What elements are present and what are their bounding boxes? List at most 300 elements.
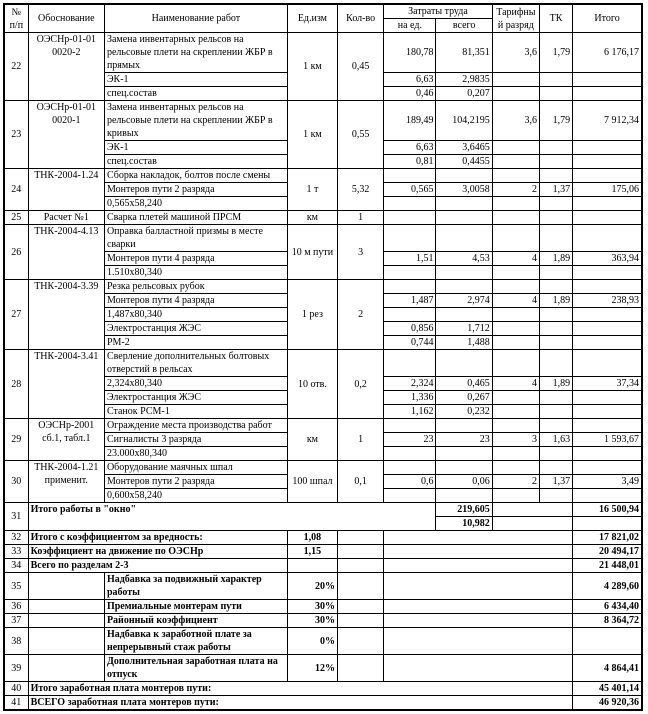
table-cell — [573, 419, 642, 433]
table-cell: 1,89 — [539, 294, 572, 308]
table-cell: км — [287, 419, 337, 461]
table-cell — [539, 322, 572, 336]
table-row — [4, 225, 642, 252]
table-cell — [436, 211, 492, 225]
table-cell — [492, 308, 539, 322]
table-cell: 1,79 — [539, 101, 572, 141]
table-cell — [539, 155, 572, 169]
work-estimate-table — [3, 3, 643, 711]
table-cell: ВСЕГО заработная плата монтеров пути: — [28, 696, 572, 711]
table-row — [4, 4, 642, 19]
table-cell: 2,9835 — [436, 73, 492, 87]
table-cell — [492, 73, 539, 87]
table-cell — [539, 336, 572, 350]
table-cell — [573, 155, 642, 169]
table-cell: 22 — [4, 33, 28, 101]
table-cell: 0,744 — [384, 336, 436, 350]
table-cell: 0,46 — [384, 87, 436, 101]
table-cell — [384, 308, 436, 322]
table-cell — [436, 197, 492, 211]
table-cell — [436, 308, 492, 322]
table-cell: Замена инвентарных рельсов на рельсовые плети на скреплении ЖБР в прямых — [104, 33, 287, 73]
table-cell: 10 отв. — [287, 350, 337, 419]
table-cell: 1 рез — [287, 280, 337, 350]
table-cell: Районный коэффициент — [104, 614, 287, 628]
table-cell — [436, 266, 492, 280]
table-cell: Коэффициент на движение по ОЭСНр — [28, 545, 287, 559]
table-cell — [573, 489, 642, 503]
table-cell: 1,51 — [384, 252, 436, 266]
table-cell: 27 — [4, 280, 28, 350]
table-cell: 34 — [4, 559, 28, 573]
table-cell: 38 — [4, 628, 28, 655]
table-cell: Электростанция ЖЭС — [104, 322, 287, 336]
table-cell: 1 т — [287, 169, 337, 211]
table-cell — [384, 628, 573, 655]
table-cell: 1 593,67 — [573, 433, 642, 447]
table-row — [4, 531, 642, 545]
table-cell: ТНК-2004-3.39 — [28, 280, 104, 350]
table-cell: 20% — [287, 573, 337, 600]
table-cell: 6 434,40 — [573, 600, 642, 614]
table-row — [4, 628, 642, 655]
header-cell: ТК — [539, 4, 572, 33]
table-cell: 6,63 — [384, 141, 436, 155]
table-cell — [573, 266, 642, 280]
table-cell — [539, 419, 572, 433]
table-row — [4, 559, 642, 573]
table-row — [4, 696, 642, 711]
header-cell: № п/п — [4, 4, 28, 33]
table-cell — [436, 225, 492, 252]
table-cell: 1,336 — [384, 391, 436, 405]
table-cell: Всего по разделам 2-3 — [28, 559, 287, 573]
table-cell — [384, 197, 436, 211]
table-cell: 10 м пути — [287, 225, 337, 280]
table-cell — [539, 489, 572, 503]
table-cell — [492, 87, 539, 101]
table-row — [4, 169, 642, 183]
table-cell — [539, 73, 572, 87]
table-cell — [492, 503, 572, 517]
table-cell: 0,81 — [384, 155, 436, 169]
table-cell — [436, 447, 492, 461]
table-cell — [338, 545, 384, 559]
table-cell — [384, 655, 573, 682]
table-cell: Сигналисты 3 разряда — [104, 433, 287, 447]
table-cell: 189,49 — [384, 101, 436, 141]
table-cell — [492, 419, 539, 433]
table-cell: 1 — [338, 211, 384, 225]
table-cell: ЭК-1 — [104, 141, 287, 155]
table-row — [4, 419, 642, 433]
table-cell — [436, 461, 492, 475]
table-cell: ТНК-2004-3.41 — [28, 350, 104, 419]
table-cell — [384, 447, 436, 461]
table-cell — [573, 169, 642, 183]
table-cell: 16 500,94 — [573, 503, 642, 517]
table-cell — [384, 489, 436, 503]
table-cell: 24 — [4, 169, 28, 211]
table-cell: 0,45 — [338, 33, 384, 101]
table-cell: 7 912,34 — [573, 101, 642, 141]
table-cell: Сварка плетей машиной ПРСМ — [104, 211, 287, 225]
table-cell — [492, 155, 539, 169]
table-cell: 3 — [338, 225, 384, 280]
table-cell — [28, 573, 104, 600]
table-cell — [338, 655, 384, 682]
table-cell: 6,63 — [384, 73, 436, 87]
table-cell: Оправка балластной призмы в месте сварки — [104, 225, 287, 252]
table-cell: Итого с коэффициентом за вредность: — [28, 531, 287, 545]
table-cell: Оборудование маячных шпал — [104, 461, 287, 475]
table-cell: РМ-2 — [104, 336, 287, 350]
table-cell — [573, 447, 642, 461]
table-cell — [384, 350, 436, 377]
table-cell: 1,487х80,340 — [104, 308, 287, 322]
table-cell — [338, 600, 384, 614]
table-cell — [539, 447, 572, 461]
table-cell: 33 — [4, 545, 28, 559]
table-cell — [436, 419, 492, 433]
table-cell: ТНК-2004-1.21 применит. — [28, 461, 104, 503]
table-cell: ТНК-2004-1.24 — [28, 169, 104, 211]
table-cell — [492, 322, 539, 336]
table-cell — [287, 559, 337, 573]
table-cell: 28 — [4, 350, 28, 419]
table-cell: 0,4455 — [436, 155, 492, 169]
table-body — [4, 33, 642, 711]
table-cell: 23 — [4, 101, 28, 169]
header-cell: Наименование работ — [104, 4, 287, 33]
table-cell: 4,53 — [436, 252, 492, 266]
table-cell: 1,37 — [539, 183, 572, 197]
table-row — [4, 350, 642, 377]
table-cell — [573, 336, 642, 350]
table-cell: 25 — [4, 211, 28, 225]
table-cell — [436, 350, 492, 377]
table-cell: 31 — [4, 503, 28, 531]
table-cell — [384, 280, 436, 294]
table-cell: 0,565 — [384, 183, 436, 197]
table-cell — [573, 308, 642, 322]
table-cell: 363,94 — [573, 252, 642, 266]
table-cell — [338, 573, 384, 600]
table-cell — [384, 419, 436, 433]
table-cell: 23 — [384, 433, 436, 447]
table-cell — [573, 73, 642, 87]
table-cell: 1,712 — [436, 322, 492, 336]
header-cell: Кол-во — [338, 4, 384, 33]
table-cell: 3,6 — [492, 33, 539, 73]
table-cell — [573, 322, 642, 336]
table-cell: Монтеров пути 2 разряда — [104, 183, 287, 197]
table-cell: Расчет №1 — [28, 211, 104, 225]
table-cell — [573, 197, 642, 211]
table-row — [4, 101, 642, 141]
table-cell: ЭК-1 — [104, 73, 287, 87]
table-cell: 2,324х80,340 — [104, 377, 287, 391]
table-cell: 0,232 — [436, 405, 492, 419]
table-cell: 10,982 — [436, 517, 492, 531]
table-cell: спец.состав — [104, 87, 287, 101]
table-cell: 20 494,17 — [573, 545, 642, 559]
table-cell: Монтеров пути 2 разряда — [104, 475, 287, 489]
table-cell: 26 — [4, 225, 28, 280]
table-cell: 3 — [492, 433, 539, 447]
table-cell — [384, 169, 436, 183]
table-cell: Станок РСМ-1 — [104, 405, 287, 419]
table-cell: 2 — [492, 475, 539, 489]
table-cell — [539, 169, 572, 183]
table-cell — [28, 628, 104, 655]
header-cell: Ед.изм — [287, 4, 337, 33]
table-cell: 32 — [4, 531, 28, 545]
table-cell — [384, 545, 573, 559]
table-cell: Монтеров пути 4 разряда — [104, 252, 287, 266]
table-cell: ОЭСНр-01-01 0020-1 — [28, 101, 104, 169]
table-cell: 0,600х58,240 — [104, 489, 287, 503]
table-cell: 0,565х58,240 — [104, 197, 287, 211]
table-cell: 46 920,36 — [573, 696, 642, 711]
table-cell — [384, 559, 573, 573]
table-cell — [384, 211, 436, 225]
table-cell — [384, 600, 573, 614]
table-cell: 40 — [4, 682, 28, 696]
table-cell — [384, 614, 573, 628]
table-cell: 1,488 — [436, 336, 492, 350]
table-cell — [573, 391, 642, 405]
table-cell: 0,267 — [436, 391, 492, 405]
table-cell — [492, 280, 539, 294]
header-cell: всего — [436, 19, 492, 33]
table-cell — [573, 350, 642, 377]
table-cell: 30 — [4, 461, 28, 503]
table-cell: 0,06 — [436, 475, 492, 489]
table-cell: 175,06 — [573, 183, 642, 197]
table-cell: Надбавка за подвижный характер работы — [104, 573, 287, 600]
table-cell: 3,6 — [492, 101, 539, 141]
table-cell: 4 289,60 — [573, 573, 642, 600]
header-cell: на ед. — [384, 19, 436, 33]
table-cell: 17 821,02 — [573, 531, 642, 545]
table-row — [4, 280, 642, 294]
table-cell — [539, 391, 572, 405]
table-cell: 1 км — [287, 101, 337, 169]
table-cell: 0,465 — [436, 377, 492, 391]
table-cell — [338, 614, 384, 628]
table-cell: 0,207 — [436, 87, 492, 101]
table-cell: 2,324 — [384, 377, 436, 391]
table-cell: 1,89 — [539, 377, 572, 391]
table-cell: 1,63 — [539, 433, 572, 447]
table-cell — [384, 531, 573, 545]
table-cell — [492, 266, 539, 280]
table-cell — [492, 141, 539, 155]
table-cell — [573, 461, 642, 475]
table-cell: 23 — [436, 433, 492, 447]
table-cell: 3,49 — [573, 475, 642, 489]
table-cell — [539, 308, 572, 322]
table-cell: 5,32 — [338, 169, 384, 211]
table-cell: 1 — [338, 419, 384, 461]
table-cell — [573, 280, 642, 294]
table-cell: 21 448,01 — [573, 559, 642, 573]
table-row — [4, 503, 642, 517]
table-cell: 1,37 — [539, 475, 572, 489]
table-cell: 4 — [492, 252, 539, 266]
table-cell: 238,93 — [573, 294, 642, 308]
table-row — [4, 600, 642, 614]
table-cell: 0,1 — [338, 461, 384, 503]
table-cell: 3,0058 — [436, 183, 492, 197]
table-cell — [573, 211, 642, 225]
table-cell: 1,15 — [287, 545, 337, 559]
table-cell: 4 864,41 — [573, 655, 642, 682]
table-cell — [573, 141, 642, 155]
table-cell — [492, 489, 539, 503]
table-cell — [384, 573, 573, 600]
table-cell: 12% — [287, 655, 337, 682]
table-cell: 1,487 — [384, 294, 436, 308]
table-cell: Сборка накладок, болтов после смены — [104, 169, 287, 183]
table-cell: Сверление дополнительных болтовых отверстий в рельсах — [104, 350, 287, 377]
table-cell: 3,6465 — [436, 141, 492, 155]
table-cell: 30% — [287, 600, 337, 614]
table-cell: Замена инвентарных рельсов на рельсовые плети на скреплении ЖБР в кривых — [104, 101, 287, 141]
table-cell: 23.000х80,340 — [104, 447, 287, 461]
table-cell — [492, 391, 539, 405]
table-cell — [539, 197, 572, 211]
table-cell: спец.состав — [104, 155, 287, 169]
table-cell: 219,605 — [436, 503, 492, 517]
table-cell — [338, 559, 384, 573]
table-cell: 180,78 — [384, 33, 436, 73]
table-cell: 30% — [287, 614, 337, 628]
table-cell: 1,08 — [287, 531, 337, 545]
table-cell: 37,34 — [573, 377, 642, 391]
table-cell: 2 — [492, 183, 539, 197]
table-cell: 37 — [4, 614, 28, 628]
table-cell — [384, 225, 436, 252]
table-cell — [539, 211, 572, 225]
table-cell — [492, 169, 539, 183]
table-cell: км — [287, 211, 337, 225]
header-cell: Затраты труда — [384, 4, 492, 19]
table-cell — [28, 655, 104, 682]
table-cell: 39 — [4, 655, 28, 682]
table-cell: Монтеров пути 4 разряда — [104, 294, 287, 308]
table-cell: Дополнительная заработная плата на отпуск — [104, 655, 287, 682]
table-cell — [28, 614, 104, 628]
table-row — [4, 33, 642, 73]
table-cell: 1,89 — [539, 252, 572, 266]
table-cell — [573, 225, 642, 252]
table-cell: 1 км — [287, 33, 337, 101]
table-row — [4, 461, 642, 475]
table-cell: ТНК-2004-4.13 — [28, 225, 104, 280]
table-cell — [384, 461, 436, 475]
table-cell: 0,856 — [384, 322, 436, 336]
table-cell: 100 шпал — [287, 461, 337, 503]
table-cell: 4 — [492, 377, 539, 391]
table-cell: 41 — [4, 696, 28, 711]
table-cell — [384, 266, 436, 280]
table-row — [4, 655, 642, 682]
table-cell: 1,162 — [384, 405, 436, 419]
table-cell — [573, 628, 642, 655]
table-cell: 2,974 — [436, 294, 492, 308]
table-cell — [436, 489, 492, 503]
table-cell: 1.510х80,340 — [104, 266, 287, 280]
table-cell: 0% — [287, 628, 337, 655]
table-cell — [492, 517, 572, 531]
table-cell: 4 — [492, 294, 539, 308]
table-cell — [539, 225, 572, 252]
table-cell: 35 — [4, 573, 28, 600]
table-cell: Надбавка к заработной плате за непрерывный стаж работы — [104, 628, 287, 655]
table-cell — [492, 211, 539, 225]
table-cell — [436, 280, 492, 294]
table-cell — [28, 600, 104, 614]
table-cell — [573, 405, 642, 419]
table-cell — [539, 461, 572, 475]
table-cell — [492, 350, 539, 377]
table-cell: 8 364,72 — [573, 614, 642, 628]
table-cell: 1,79 — [539, 33, 572, 73]
table-cell: Итого работы в "окно" — [28, 503, 436, 531]
table-cell — [573, 517, 642, 531]
header-cell: Итого — [573, 4, 642, 33]
table-cell: 2 — [338, 280, 384, 350]
table-cell — [492, 336, 539, 350]
table-cell — [492, 405, 539, 419]
table-cell — [539, 87, 572, 101]
table-cell — [492, 461, 539, 475]
table-cell — [436, 169, 492, 183]
table-cell: Премиальные монтерам пути — [104, 600, 287, 614]
header-cell: Обоснование — [28, 4, 104, 33]
table-cell: 104,2195 — [436, 101, 492, 141]
table-cell: Электростанция ЖЭС — [104, 391, 287, 405]
table-cell — [338, 628, 384, 655]
table-cell: 29 — [4, 419, 28, 461]
table-row — [4, 545, 642, 559]
table-cell: 45 401,14 — [573, 682, 642, 696]
table-cell: 0,55 — [338, 101, 384, 169]
table-cell — [338, 531, 384, 545]
table-cell — [492, 197, 539, 211]
table-cell: Ограждение места производства работ — [104, 419, 287, 433]
table-cell: Итого заработная плата монтеров пути: — [28, 682, 572, 696]
table-cell — [539, 280, 572, 294]
table-cell: Резка рельсовых рубок — [104, 280, 287, 294]
table-cell — [492, 225, 539, 252]
table-cell: 36 — [4, 600, 28, 614]
table-row — [4, 614, 642, 628]
table-cell — [573, 87, 642, 101]
header-cell: Тарифный разряд — [492, 4, 539, 33]
table-cell: 81,351 — [436, 33, 492, 73]
table-cell — [539, 350, 572, 377]
table-cell: 6 176,17 — [573, 33, 642, 73]
table-cell: ОЭСНр-2001 сб.1, табл.1 — [28, 419, 104, 461]
table-header — [4, 4, 642, 33]
table-row — [4, 211, 642, 225]
table-cell — [539, 266, 572, 280]
table-cell — [539, 141, 572, 155]
table-cell — [539, 405, 572, 419]
